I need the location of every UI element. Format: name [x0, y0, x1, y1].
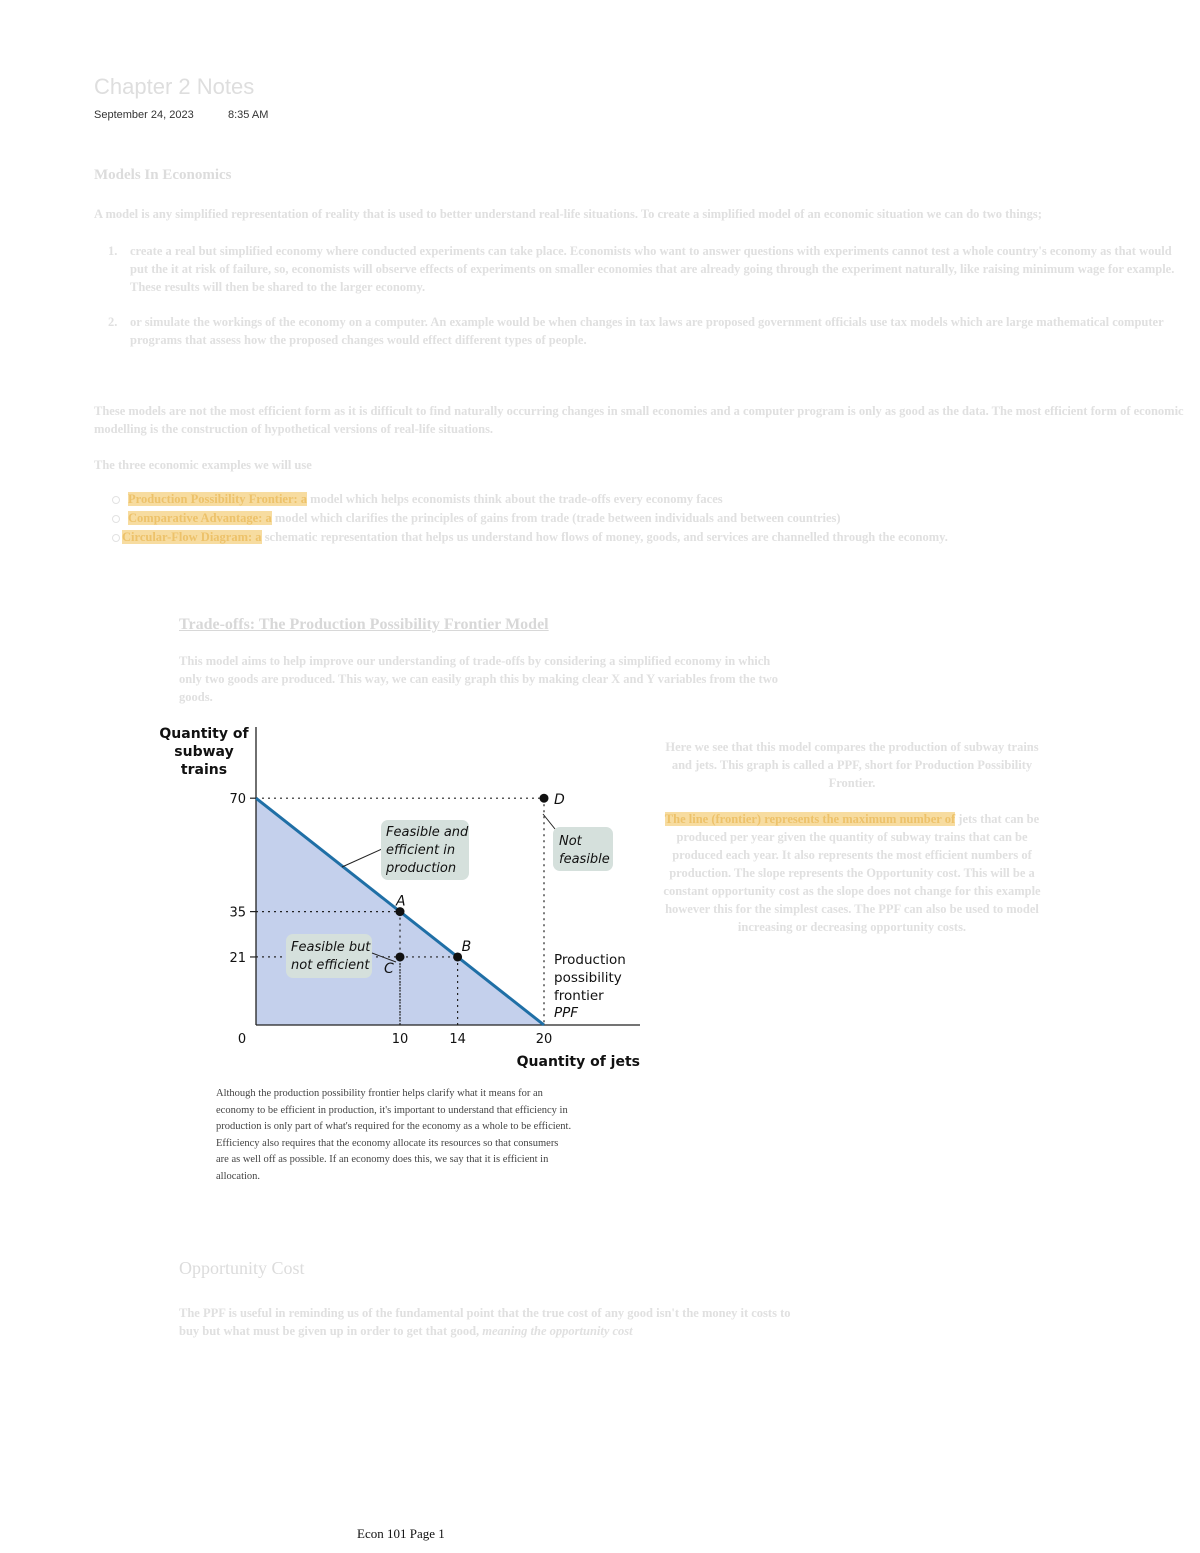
y-tick-label-21: 21 [229, 950, 246, 966]
bullet-1-marker [112, 496, 120, 504]
efficient-leader [342, 849, 382, 867]
not-feasible-label-2: feasible [559, 852, 610, 867]
ppf-intro: This model aims to help improve our understanding of trade-offs by considering a simplified economy in which only two goods are produced. This way, we can easily graph this by making clear X and Y variables from the two goods. [179, 654, 778, 704]
caption-line-1: Although the production possibility frontier helps clarify what it means for an [216, 1088, 543, 1099]
figure-caption [216, 1086, 596, 1185]
not-feasible-leader [543, 814, 555, 829]
page-title: Chapter 2 Notes [94, 74, 255, 99]
bullet-2-marker [112, 515, 120, 523]
point-label-b: B [461, 938, 472, 955]
not-efficient-label-1: Feasible but [291, 940, 371, 955]
page-time: 8:35 AM [228, 109, 269, 121]
caption-line-3: production is only part of what's required for the economy as a whole to be efficient. [216, 1121, 572, 1132]
bullet-1 [128, 490, 723, 508]
point-d [540, 794, 549, 803]
x-tick-label-10: 10 [391, 1032, 409, 1047]
models-intro: A model is any simplified representation of reality that is used to better understand real-life situations. To create a simplified model of an economic situation we can do two things; [94, 207, 1042, 221]
caption-line-4: Efficiency also requires that the economy allocate its resources so that consumers [216, 1137, 559, 1149]
bullet-3-highlight: Circular-Flow Diagram: a [122, 530, 262, 544]
efficient-label-1: Feasible and [386, 825, 469, 840]
x-tick-label-14: 14 [449, 1032, 466, 1047]
y-axis-title-line-2: subway [174, 744, 234, 760]
efficient-label-2: efficient in [386, 843, 456, 858]
bullet-1-text: model which helps economists think about the trade-offs every economy faces [307, 492, 723, 506]
x-tick-label-20: 20 [535, 1032, 553, 1047]
side-note-2 [656, 810, 1048, 936]
y-tick-label-35: 35 [229, 905, 246, 921]
side-note-1: Here we see that this model compares the production of subway trains and jets. This graph is called a PPF, short for Production Possibility Frontier. [665, 740, 1039, 790]
caption-line-6: allocation. [216, 1170, 261, 1182]
point-label-a: A [396, 893, 406, 910]
bullet-3-text: schematic representation that helps us understand how flows of money, goods, and services are channelled through the economy. [261, 530, 948, 544]
bullet-2 [128, 509, 841, 527]
y-axis-title-line-1: Quantity of [159, 726, 249, 742]
ppf-chart [150, 715, 655, 1080]
point-label-d: D [554, 792, 565, 809]
not-feasible-label-1: Not [559, 834, 582, 849]
ppf-label-1: Production [554, 952, 626, 968]
three-examples-intro: The three economic examples we will use [94, 458, 312, 472]
opportunity-text [179, 1304, 794, 1340]
bullet-3-marker [112, 534, 120, 542]
step-1-text: create a real but simplified economy where conducted experiments can take place. Economists who want to answer questions with experiments cannot test a whole country's economy as that would put the it at risk of failure, so, economists will observe effects of experiments on smaller economies that are already going through the experiment naturally, like raising minimum wage for example. These results will then be shared to the larger economy. [130, 244, 1175, 294]
models-heading: Models In Economics [94, 167, 232, 183]
side-note-2-highlight: The line (frontier) represents the maximum number of [664, 812, 956, 826]
page-footer: Econ 101 Page 1 [357, 1526, 445, 1541]
point-label-c: C [384, 960, 394, 977]
bullet-3 [122, 528, 948, 546]
step-2-text: or simulate the workings of the economy on a computer. An example would be when changes in tax laws are proposed government officials use tax models which are large mathematical computer programs that assess how the proposed changes would effect different types of people. [130, 315, 1164, 347]
opportunity-text-plain: The PPF is useful in reminding us of the fundamental point that the true cost of any good isn't the money it costs to buy but what must be given up in order to get that good, [179, 1306, 791, 1338]
ppf-label-3: frontier [554, 988, 604, 1004]
efficient-label-3: production [386, 861, 457, 876]
step-1-number: 1. [108, 244, 118, 258]
y-tick-label-70: 70 [229, 792, 246, 808]
bullet-1-highlight: Production Possibility Frontier: a [128, 492, 308, 506]
step-1 [108, 242, 1190, 296]
not-efficient-label-2: not efficient [291, 958, 370, 973]
side-note-2-text: jets that can be produced per year given the quantity of subway trains that can be produced each year. It also represents the most efficient numbers of production. The slope represents the Opportunity cost. This will be a constant opportunity cost as the slope does not change for this example however this for the simplest cases. The PPF can also be used to model increasing or decreasing opportunity costs. [663, 812, 1041, 934]
x-axis-title: Quantity of jets [516, 1054, 640, 1070]
ppf-label-4: PPF [554, 1005, 579, 1021]
efficiency-paragraph: These models are not the most efficient form as it is difficult to find naturally occurring changes in small economies and a computer program is only as good as the data. The most efficient form of economic modelling is the construction of hypothetical versions of real-life situations. [94, 404, 1184, 436]
y-axis-title-line-3: trains [180, 762, 228, 778]
page-date: September 24, 2023 [94, 109, 194, 121]
step-2 [108, 313, 1190, 349]
caption-line-5: are as well off as possible. If an economy does this, we say that it is efficient in [216, 1154, 549, 1165]
point-c [396, 952, 405, 961]
opportunity-heading: Opportunity Cost [179, 1258, 305, 1278]
caption-line-2: economy to be efficient in production, it's important to understand that efficiency in [216, 1104, 568, 1116]
bullet-2-highlight: Comparative Advantage: a [128, 511, 272, 525]
ppf-heading: Trade-offs: The Production Possibility Frontier Model [179, 616, 549, 633]
opportunity-text-italic: meaning the opportunity cost [482, 1324, 633, 1338]
step-2-number: 2. [108, 315, 118, 329]
x-tick-label-0: 0 [237, 1032, 247, 1047]
ppf-label-2: possibility [554, 970, 622, 986]
bullet-2-text: model which clarifies the principles of gains from trade (trade between individuals and between countries) [271, 511, 841, 525]
